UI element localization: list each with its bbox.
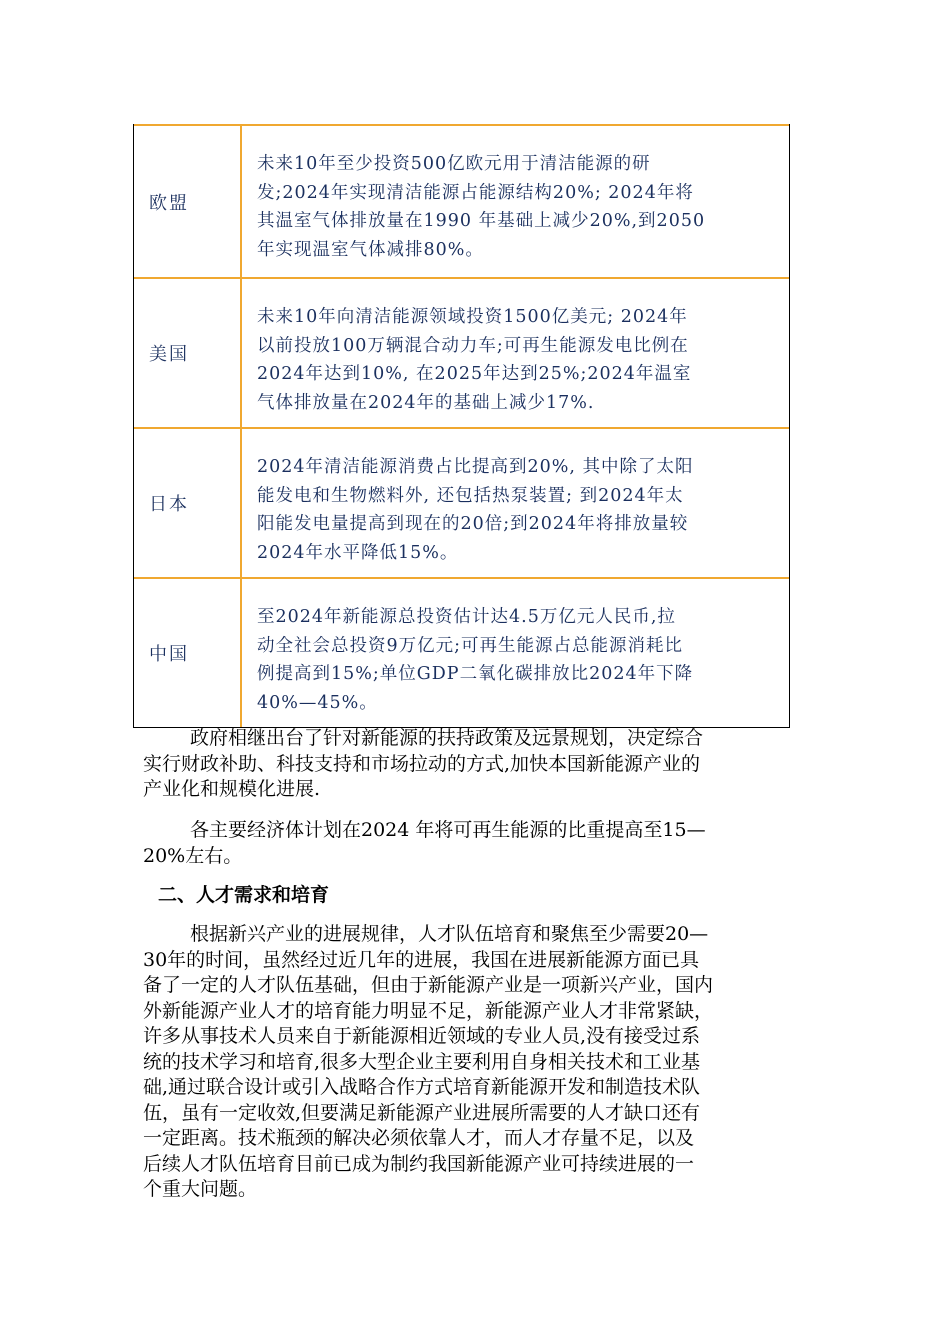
table-row-japan: [134, 427, 789, 577]
table-row-china: [134, 577, 789, 727]
description-line: 阳能发电量提高到现在的20倍;到2024年将排放量较: [257, 514, 689, 534]
paragraph-target: [143, 818, 815, 869]
paragraph-talent: [143, 922, 815, 1203]
paragraph-line: 产业化和规模化进展.: [143, 778, 321, 800]
paragraph-policy: [143, 726, 815, 803]
paragraph-line: 政府相继出台了针对新能源的扶持政策及远景规划，决定综合: [190, 727, 704, 749]
description-line: 未来10年至少投资500亿欧元用于清洁能源的研: [257, 154, 651, 174]
description-line: 气体排放量在2024年的基础上减少17%.: [257, 392, 595, 413]
paragraph-line: 外新能源产业人才的培育能力明显不足，新能源产业人才非常紧缺，: [143, 999, 714, 1022]
description-line: 例提高到15%;单位GDP二氧化碳排放比2024年下降: [257, 664, 694, 684]
paragraph-line: 础,通过联合设计或引入战略合作方式培育新能源开发和制造技术队: [143, 1076, 701, 1098]
description-cell: [242, 279, 789, 427]
description-line: 以前投放100万辆混合动力车;可再生能源发电比例在: [257, 335, 689, 356]
table-row-us: [134, 277, 789, 427]
paragraph-line: 30年的时间，虽然经过近几年的进展，我国在进展新能源方面已具: [143, 948, 700, 971]
country-cell: 日本: [134, 429, 242, 577]
paragraph-line: 一定距离。技术瓶颈的解决必须依靠人才，而人才存量不足，以及: [143, 1127, 695, 1149]
description-line: 能发电和生物燃料外, 还包括热泵装置; 到2024年太: [257, 485, 684, 506]
description-line: 未来10年向清洁能源领域投资1500亿美元; 2024年: [257, 307, 688, 327]
paragraph-line: 各主要经济体计划在2024 年将可再生能源的比重提高至15—: [190, 819, 706, 841]
description-line: 2024年达到10%, 在2025年达到25%;2024年温室: [257, 364, 692, 384]
table-row-eu: [134, 124, 789, 277]
paragraph-line: 备了一定的人才队伍基础，但由于新能源产业是一项新兴产业，国内: [143, 974, 714, 996]
description-line: 发;2024年实现清洁能源占能源结构20%; 2024年将: [257, 182, 694, 203]
description-line: 2024年水平降低15%。: [257, 542, 459, 563]
description-line: 年实现温室气体减排80%。: [257, 239, 484, 260]
description-line: 40%—45%。: [257, 692, 378, 713]
description-line: 至2024年新能源总投资估计达4.5万亿元人民币,拉: [257, 607, 676, 627]
paragraph-line: 后续人才队伍培育目前已成为制约我国新能源产业可持续进展的一: [143, 1152, 695, 1175]
country-cell: 美国: [134, 279, 242, 427]
description-cell: [242, 579, 789, 727]
paragraph-line: 许多从事技术人员来自于新能源相近领域的专业人员,没有接受过系: [143, 1025, 701, 1047]
country-cell: 欧盟: [134, 126, 242, 277]
paragraph-line: 根据新兴产业的进展规律，人才队伍培育和聚焦至少需要20—: [190, 923, 709, 945]
description-line: 动全社会总投资9万亿元;可再生能源占总能源消耗比: [257, 635, 684, 656]
description-cell: [242, 126, 789, 277]
section-heading: 二、人才需求和培育: [158, 884, 330, 906]
description-cell: [242, 429, 789, 577]
paragraph-line: 实行财政补助、科技支持和市场拉动的方式,加快本国新能源产业的: [143, 752, 701, 775]
country-cell: 中国: [134, 579, 242, 727]
paragraph-line: 统的技术学习和培育,很多大型企业主要利用自身相关技术和工业基: [143, 1050, 701, 1073]
policy-table: [133, 124, 790, 728]
paragraph-line: 伍，虽有一定收效,但要满足新能源产业进展所需要的人才缺口还有: [143, 1101, 701, 1124]
description-line: 2024年清洁能源消费占比提高到20%, 其中除了太阳: [257, 457, 694, 477]
paragraph-line: 个重大问题。: [143, 1178, 258, 1200]
description-line: 其温室气体排放量在1990 年基础上减少20%,到2050: [257, 211, 706, 231]
paragraph-line: 20%左右。: [143, 844, 243, 867]
